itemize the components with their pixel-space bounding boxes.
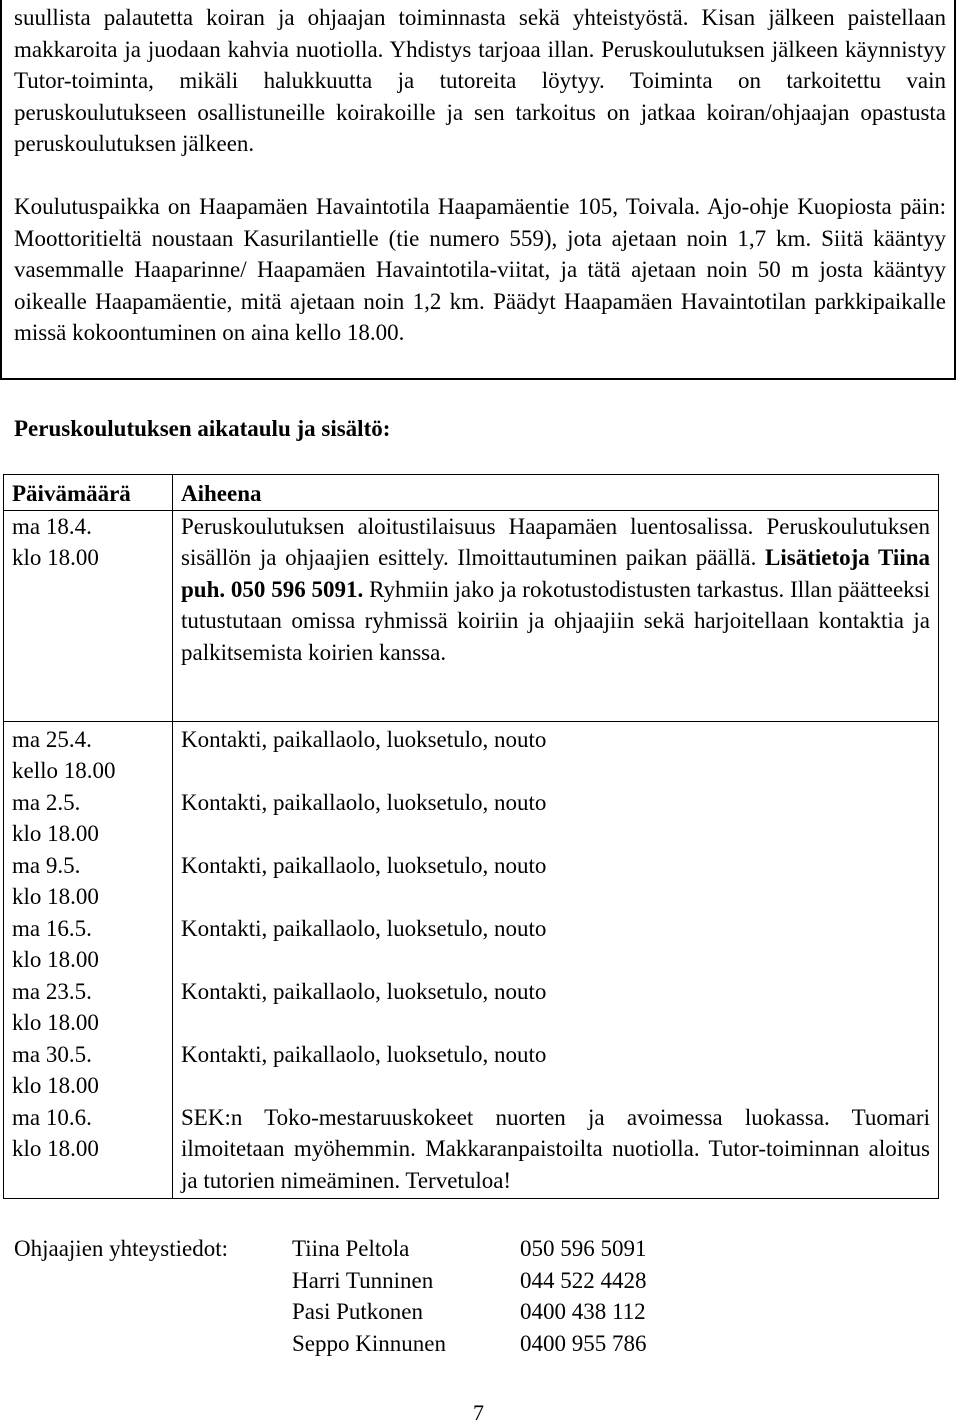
contact-phone: 050 596 5091 xyxy=(520,1236,647,1261)
topic-text-a: Peruskoulutuksen aloitustilaisuus Haapamäen luentosalissa. Peruskoulutuksen sisällön ja ohjaajien esittely. Ilmoittautuminen paikan päällä. xyxy=(181,513,930,570)
contact-phone: 0400 955 786 xyxy=(520,1330,647,1356)
row-time: kello 18.00 xyxy=(12,758,116,783)
col-date-header: Päivämäärä xyxy=(4,475,173,511)
topic-cell xyxy=(173,510,939,721)
intro-paragraph-2: Koulutuspaikka on Haapamäen Havaintotila Haapamäentie 105, Toivala. Ajo-ohje Kuopiosta päin: Moottoritieltä noustaan Kasurilantielle (tie numero 559), jota ajetaan noin 1,7 km. Siitä kääntyy vasemmalle Haaparinne/ Haapamäen Havaintotila-viitat, ja tätä ajetaan noin 50 m josta kääntyy oikealle Haapamäentie, mitä ajetaan noin 1,2 km. Päädyt Haapamäen Havaintotilan parkkipaikalle missä kokoontuminen on aina kello 18.00. xyxy=(14,194,946,345)
row-time: klo 18.00 xyxy=(12,884,99,909)
intro-paragraph-1: suullista palautetta koiran ja ohjaajan toiminnasta sekä yhteistyöstä. Kisan jälkeen paistellaan makkaroita ja juodaan kahvia nuotiolla. Yhdistys tarjoaa illan. Peruskoulutuksen jälkeen käynnistyy Tutor-toiminta, mikäli halukkuutta ja tutoreita löytyy. Toiminta on tarkoitettu vain peruskoulutukseen osallistuneille koirakoille ja sen tarkoitus on jatkaa koiran/ohjaajan opastusta peruskoulutuksen jälkeen. xyxy=(14,5,946,156)
row-date: ma 2.5. xyxy=(12,789,81,815)
row-date: ma 23.5. xyxy=(12,978,92,1004)
topic-entry: Kontakti, paikallaolo, luoksetulo, nouto xyxy=(181,852,547,878)
date-cell xyxy=(4,510,173,721)
table-header-row xyxy=(4,475,939,511)
table-row xyxy=(4,721,939,1199)
topic-entry: Kontakti, paikallaolo, luoksetulo, nouto xyxy=(181,789,547,815)
row-time: klo 18.00 xyxy=(12,1010,99,1035)
schedule-heading: Peruskoulutuksen aikataulu ja sisältö: xyxy=(14,416,391,441)
row-time: klo 18.00 xyxy=(12,947,99,972)
topic-entry: SEK:n Toko-mestaruuskokeet nuorten ja avoimessa luokassa. Tuomari ilmoitetaan myöhemmin. Makkaranpaistoilta nuotiolla. Tutor-toiminnan aloitus ja tutorien nimeäminen. Tervetuloa! xyxy=(181,1104,930,1193)
date-cell xyxy=(4,721,173,1199)
contact-name: Pasi Putkonen xyxy=(292,1299,423,1324)
topic-entry: Kontakti, paikallaolo, luoksetulo, nouto xyxy=(181,726,547,752)
row-time: klo 18.00 xyxy=(12,1136,99,1161)
contact-phone: 0400 438 112 xyxy=(520,1299,646,1324)
topic-entry: Kontakti, paikallaolo, luoksetulo, nouto xyxy=(181,1041,547,1067)
contact-name: Harri Tunninen xyxy=(292,1267,434,1293)
topic-entry: Kontakti, paikallaolo, luoksetulo, nouto xyxy=(181,978,547,1004)
contact-name: Tiina Peltola xyxy=(292,1236,410,1261)
contact-name: Seppo Kinnunen xyxy=(292,1330,446,1356)
table-row xyxy=(4,510,939,721)
page-number: 7 xyxy=(473,1400,484,1425)
row-date: ma 25.4. xyxy=(12,726,92,752)
row-date: ma 9.5. xyxy=(12,852,81,878)
row-date: ma 10.6. xyxy=(12,1104,92,1130)
row-time: klo 18.00 xyxy=(12,1073,99,1098)
row-time: klo 18.00 xyxy=(12,545,99,570)
topic-text-bold: Lisätietoja Tiina puh. 050 596 5091. xyxy=(181,545,930,602)
row-date: ma 16.5. xyxy=(12,915,92,941)
topic-entry: Kontakti, paikallaolo, luoksetulo, nouto xyxy=(181,915,547,941)
col-topic-header: Aiheena xyxy=(173,475,939,511)
row-time: klo 18.00 xyxy=(12,821,99,846)
schedule-table xyxy=(3,474,939,1199)
contact-phone: 044 522 4428 xyxy=(520,1267,647,1293)
topic-cell xyxy=(173,721,939,1199)
topic-text-b: Ryhmiin jako ja rokotustodistusten tarkastus. Illan päätteeksi tutustutaan omissa ryhmissä koiriin ja ohjaajiin sekä harjoitellaan kontaktia ja palkitsemista koirien kanssa. xyxy=(181,576,931,665)
row-date: ma 18.4. xyxy=(12,513,92,539)
row-date: ma 30.5. xyxy=(12,1041,92,1067)
contact-label: Ohjaajien yhteystiedot: xyxy=(14,1236,228,1261)
